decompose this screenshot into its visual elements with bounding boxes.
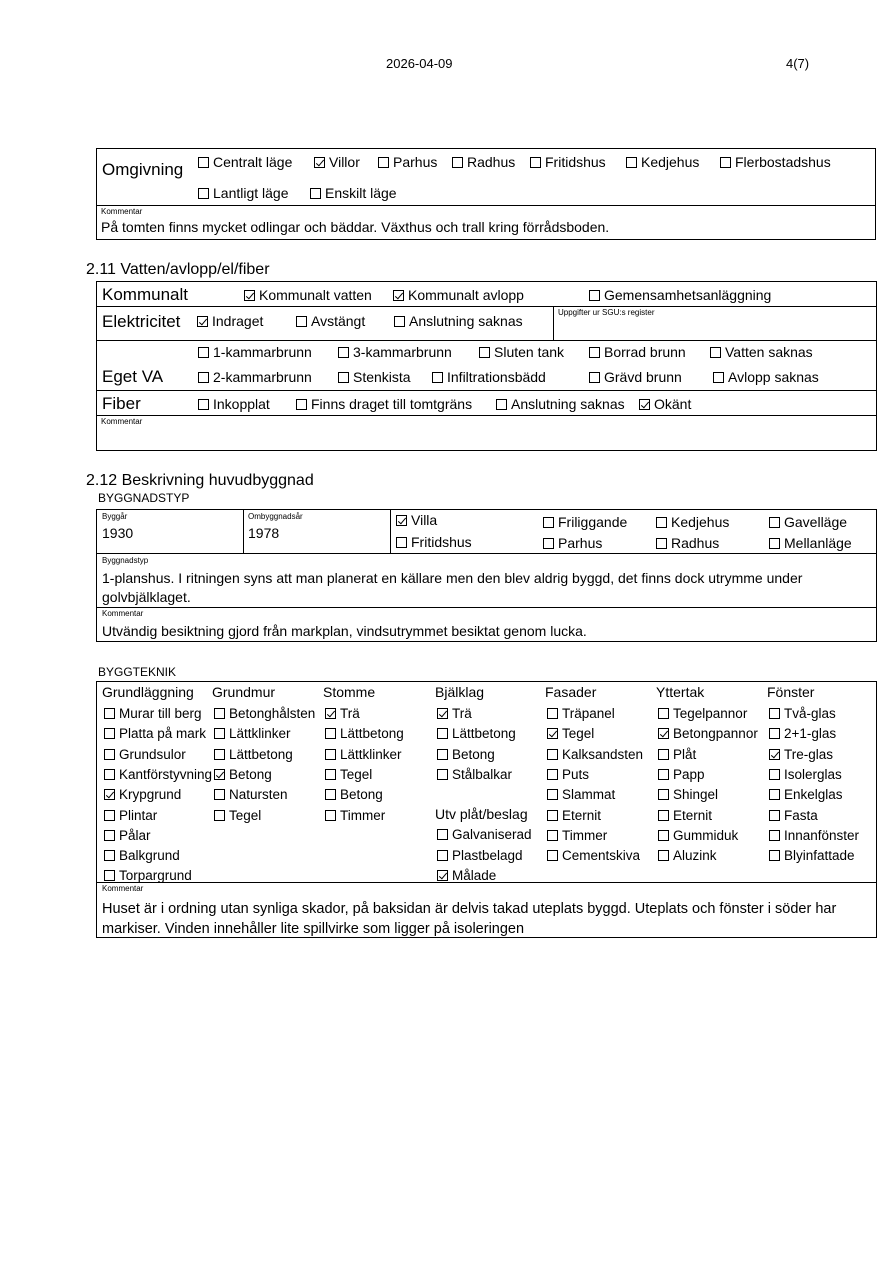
- tech-option[interactable]: Två-glas: [769, 707, 836, 721]
- checkbox[interactable]: [296, 399, 307, 410]
- option-fritidshus[interactable]: Fritidshus: [530, 155, 606, 169]
- byggteknik-comment: Huset är i ordning utan synliga skador, på baksidan är delvis takad uteplats byggd. Uteplats och fönster i söder har markiser. Vinden innehåller lite spillvirke som ligger på isoleringen: [102, 901, 837, 937]
- checkbox[interactable]: [437, 708, 448, 719]
- checkbox[interactable]: [338, 347, 349, 358]
- checkbox[interactable]: [396, 515, 407, 526]
- tech-option[interactable]: Puts: [547, 768, 589, 782]
- tech-option[interactable]: 2+1-glas: [769, 727, 836, 741]
- tech-option[interactable]: Slammat: [547, 788, 615, 802]
- tech-option[interactable]: Betonghålsten: [214, 707, 315, 721]
- omgivning-label: Omgivning: [102, 160, 184, 179]
- tech-option[interactable]: Lättbetong: [214, 748, 293, 762]
- tech-option[interactable]: Enkelglas: [769, 788, 843, 802]
- tech-option[interactable]: Blyinfattade: [769, 849, 855, 863]
- tech-option[interactable]: Lättklinker: [325, 748, 402, 762]
- option-parhus[interactable]: Parhus: [378, 155, 437, 169]
- checkbox[interactable]: [104, 810, 115, 821]
- divider: [96, 306, 877, 307]
- tech-option[interactable]: Krypgrund: [104, 788, 181, 802]
- checkbox[interactable]: [104, 850, 115, 861]
- divider: [96, 607, 877, 608]
- checkbox[interactable]: [244, 290, 255, 301]
- checkbox[interactable]: [437, 749, 448, 760]
- option-indraget[interactable]: Indraget: [197, 314, 263, 328]
- tech-option[interactable]: Betong: [437, 748, 495, 762]
- checkbox[interactable]: [104, 708, 115, 719]
- tech-option[interactable]: Aluzink: [658, 849, 717, 863]
- byggar-value: 1930: [102, 525, 134, 541]
- tech-option[interactable]: Kalksandsten: [547, 748, 643, 762]
- tech-option[interactable]: Träpanel: [547, 707, 615, 721]
- option-gravd-brunn[interactable]: Grävd brunn: [589, 370, 682, 384]
- option-fiber-anslutning-saknas[interactable]: Anslutning saknas: [496, 397, 625, 411]
- option-mellanlage[interactable]: Mellanläge: [769, 536, 852, 550]
- divider: [390, 509, 391, 553]
- tech-option[interactable]: Murar till berg: [104, 707, 202, 721]
- checkbox[interactable]: [547, 728, 558, 739]
- comment-label: Kommentar: [101, 207, 143, 216]
- divider: [243, 509, 244, 553]
- tech-option[interactable]: Stålbalkar: [437, 768, 512, 782]
- divider: [553, 306, 554, 340]
- tech-option[interactable]: Fasta: [769, 809, 818, 823]
- option-anslutning-saknas[interactable]: Anslutning saknas: [394, 314, 523, 328]
- divider: [96, 390, 877, 391]
- checkbox[interactable]: [198, 188, 209, 199]
- option-2-kammarbrunn[interactable]: 2-kammarbrunn: [198, 370, 312, 384]
- option-villa[interactable]: Villa: [396, 513, 437, 527]
- checkbox[interactable]: [310, 188, 321, 199]
- tech-option[interactable]: Balkgrund: [104, 849, 180, 863]
- checkbox[interactable]: [658, 789, 669, 800]
- checkbox[interactable]: [547, 749, 558, 760]
- checkbox[interactable]: [626, 157, 637, 168]
- checkbox[interactable]: [656, 538, 667, 549]
- checkbox[interactable]: [325, 708, 336, 719]
- checkbox[interactable]: [543, 538, 554, 549]
- divider: [96, 553, 877, 554]
- option-kedjehus-type[interactable]: Kedjehus: [656, 515, 729, 529]
- tech-option[interactable]: Trä: [437, 707, 472, 721]
- column-head: Fönster: [767, 684, 815, 700]
- option-vatten-saknas[interactable]: Vatten saknas: [710, 345, 813, 359]
- page-number: 4(7): [786, 56, 810, 71]
- checkbox[interactable]: [639, 399, 650, 410]
- tech-option[interactable]: Lättklinker: [214, 727, 291, 741]
- checkbox[interactable]: [214, 728, 225, 739]
- checkbox[interactable]: [656, 517, 667, 528]
- checkbox[interactable]: [769, 810, 780, 821]
- checkbox[interactable]: [479, 347, 490, 358]
- checkbox[interactable]: [394, 316, 405, 327]
- checkbox[interactable]: [769, 517, 780, 528]
- checkbox[interactable]: [325, 789, 336, 800]
- fiber-label: Fiber: [102, 394, 141, 413]
- comment-label: Kommentar: [102, 884, 144, 893]
- tech-option[interactable]: Cementskiva: [547, 849, 640, 863]
- checkbox[interactable]: [658, 708, 669, 719]
- checkbox[interactable]: [325, 810, 336, 821]
- checkbox[interactable]: [198, 157, 209, 168]
- tech-option[interactable]: Trä: [325, 707, 360, 721]
- option-finns-draget[interactable]: Finns draget till tomtgräns: [296, 397, 472, 411]
- tech-option[interactable]: Torpargrund: [104, 869, 192, 883]
- document-date: 2026-04-09: [386, 56, 453, 71]
- tech-option[interactable]: Plintar: [104, 809, 157, 823]
- byggar-label: Byggår: [102, 512, 128, 521]
- option-fritidshus-type[interactable]: Fritidshus: [396, 535, 472, 549]
- checkbox[interactable]: [432, 372, 443, 383]
- checkbox[interactable]: [769, 850, 780, 861]
- checkbox[interactable]: [769, 728, 780, 739]
- checkbox[interactable]: [437, 829, 448, 840]
- checkbox[interactable]: [547, 769, 558, 780]
- option-okant[interactable]: Okänt: [639, 397, 691, 411]
- checkbox[interactable]: [198, 372, 209, 383]
- checkbox[interactable]: [547, 830, 558, 841]
- option-3-kammarbrunn[interactable]: 3-kammarbrunn: [338, 345, 452, 359]
- option-villor[interactable]: Villor: [314, 155, 360, 169]
- checkbox[interactable]: [589, 372, 600, 383]
- tech-option[interactable]: Timmer: [547, 829, 607, 843]
- tech-option[interactable]: Eternit: [547, 809, 601, 823]
- option-kedjehus[interactable]: Kedjehus: [626, 155, 699, 169]
- tech-option[interactable]: Tegel: [547, 727, 594, 741]
- tech-option[interactable]: Isolerglas: [769, 768, 842, 782]
- checkbox[interactable]: [710, 347, 721, 358]
- checkbox[interactable]: [104, 749, 115, 760]
- checkbox[interactable]: [543, 517, 554, 528]
- tech-option[interactable]: Galvaniserad: [437, 828, 532, 842]
- tech-option[interactable]: Innanfönster: [769, 829, 859, 843]
- checkbox[interactable]: [197, 316, 208, 327]
- checkbox[interactable]: [214, 708, 225, 719]
- tech-option[interactable]: Betongpannor: [658, 727, 758, 741]
- option-centralt-lage[interactable]: Centralt läge: [198, 155, 292, 169]
- checkbox[interactable]: [296, 316, 307, 327]
- checkbox[interactable]: [769, 830, 780, 841]
- checkbox[interactable]: [437, 769, 448, 780]
- tech-option[interactable]: Betong: [325, 788, 383, 802]
- checkbox[interactable]: [658, 728, 669, 739]
- checkbox[interactable]: [437, 870, 448, 881]
- checkbox[interactable]: [198, 399, 209, 410]
- option-stenkista[interactable]: Stenkista: [338, 370, 411, 384]
- tech-option[interactable]: Gummiduk: [658, 829, 738, 843]
- option-friliggande[interactable]: Friliggande: [543, 515, 627, 529]
- checkbox[interactable]: [437, 850, 448, 861]
- checkbox[interactable]: [314, 157, 325, 168]
- checkbox[interactable]: [769, 708, 780, 719]
- checkbox[interactable]: [769, 769, 780, 780]
- option-1-kammarbrunn[interactable]: 1-kammarbrunn: [198, 345, 312, 359]
- checkbox[interactable]: [338, 372, 349, 383]
- tech-option[interactable]: Lättbetong: [437, 727, 516, 741]
- checkbox[interactable]: [214, 810, 225, 821]
- option-sluten-tank[interactable]: Sluten tank: [479, 345, 564, 359]
- checkbox[interactable]: [720, 157, 731, 168]
- checkbox[interactable]: [547, 708, 558, 719]
- checkbox[interactable]: [769, 538, 780, 549]
- option-infiltrationsbadd[interactable]: Infiltrationsbädd: [432, 370, 546, 384]
- option-radhus[interactable]: Radhus: [452, 155, 515, 169]
- column-head: Yttertak: [656, 684, 705, 700]
- tech-option[interactable]: Betong: [214, 768, 272, 782]
- sgu-label: Uppgifter ur SGU:s register: [558, 308, 655, 317]
- column-head: Bjälklag: [435, 684, 485, 700]
- tech-option[interactable]: Kantförstyvning: [104, 768, 212, 782]
- checkbox[interactable]: [452, 157, 463, 168]
- ombyggnad-value: 1978: [248, 525, 280, 541]
- option-kommunalt-avlopp[interactable]: Kommunalt avlopp: [393, 288, 524, 302]
- checkbox[interactable]: [658, 850, 669, 861]
- omgivning-comment: På tomten finns mycket odlingar och bäddar. Växthus och trall kring förrådsboden.: [101, 219, 610, 235]
- checkbox[interactable]: [589, 347, 600, 358]
- option-avlopp-saknas[interactable]: Avlopp saknas: [713, 370, 819, 384]
- checkbox[interactable]: [658, 810, 669, 821]
- eget-va-label: Eget VA: [102, 367, 164, 386]
- option-borrad-brunn[interactable]: Borrad brunn: [589, 345, 686, 359]
- column-head: Fasader: [545, 684, 597, 700]
- tech-option[interactable]: Papp: [658, 768, 705, 782]
- tech-option[interactable]: Tegel: [214, 809, 261, 823]
- byggteknik-title: BYGGTEKNIK: [98, 665, 177, 679]
- building-comment: Utvändig besiktning gjord från markplan, vindsutrymmet besiktat genom lucka.: [102, 623, 587, 639]
- section-title-2-11: 2.11 Vatten/avlopp/el/fiber: [86, 261, 270, 278]
- option-radhus-type[interactable]: Radhus: [656, 536, 719, 550]
- tech-option[interactable]: Plåt: [658, 748, 696, 762]
- tech-option[interactable]: Pålar: [104, 829, 151, 843]
- tech-option[interactable]: Grundsulor: [104, 748, 186, 762]
- checkbox[interactable]: [214, 769, 225, 780]
- option-kommunalt-vatten[interactable]: Kommunalt vatten: [244, 288, 372, 302]
- checkbox[interactable]: [214, 749, 225, 760]
- checkbox[interactable]: [393, 290, 404, 301]
- option-avstangt[interactable]: Avstängt: [296, 314, 365, 328]
- tech-option[interactable]: Shingel: [658, 788, 718, 802]
- checkbox[interactable]: [547, 850, 558, 861]
- checkbox[interactable]: [325, 728, 336, 739]
- checkbox[interactable]: [658, 749, 669, 760]
- checkbox[interactable]: [104, 769, 115, 780]
- checkbox[interactable]: [496, 399, 507, 410]
- byggnadstyp-subtitle: BYGGNADSTYP: [98, 491, 190, 505]
- option-flerbostadshus[interactable]: Flerbostadshus: [720, 155, 831, 169]
- checkbox[interactable]: [547, 810, 558, 821]
- checkbox[interactable]: [104, 830, 115, 841]
- comment-label: Kommentar: [102, 609, 144, 618]
- tech-option[interactable]: Lättbetong: [325, 727, 404, 741]
- option-gavellage[interactable]: Gavelläge: [769, 515, 847, 529]
- checkbox[interactable]: [589, 290, 600, 301]
- elektricitet-label: Elektricitet: [102, 312, 181, 331]
- checkbox[interactable]: [198, 347, 209, 358]
- tech-option[interactable]: Tegel: [325, 768, 372, 782]
- checkbox[interactable]: [769, 749, 780, 760]
- checkbox[interactable]: [214, 789, 225, 800]
- checkbox[interactable]: [104, 789, 115, 800]
- checkbox[interactable]: [658, 830, 669, 841]
- byggnadstyp-text: 1-planshus. I ritningen syns att man planerat en källare men den blev aldrig byggd, det finns dock utrymme under golvbjälklaget.: [102, 570, 803, 605]
- checkbox[interactable]: [325, 769, 336, 780]
- checkbox[interactable]: [396, 537, 407, 548]
- checkbox[interactable]: [658, 769, 669, 780]
- tech-option[interactable]: Eternit: [658, 809, 712, 823]
- tech-option[interactable]: Timmer: [325, 809, 385, 823]
- checkbox[interactable]: [437, 728, 448, 739]
- checkbox[interactable]: [325, 749, 336, 760]
- tech-option[interactable]: Målade: [437, 869, 496, 883]
- option-enskilt-lage[interactable]: Enskilt läge: [310, 186, 397, 200]
- divider: [96, 205, 876, 206]
- checkbox[interactable]: [769, 789, 780, 800]
- column-head: Grundmur: [212, 684, 276, 700]
- divider: [96, 415, 877, 416]
- checkbox[interactable]: [104, 870, 115, 881]
- checkbox[interactable]: [530, 157, 541, 168]
- checkbox[interactable]: [547, 789, 558, 800]
- tech-option[interactable]: Plastbelagd: [437, 849, 523, 863]
- option-gemensamhetsanlaggning[interactable]: Gemensamhetsanläggning: [589, 288, 771, 302]
- checkbox[interactable]: [378, 157, 389, 168]
- tech-option[interactable]: Tre-glas: [769, 748, 833, 762]
- option-lantligt-lage[interactable]: Lantligt läge: [198, 186, 289, 200]
- checkbox[interactable]: [104, 728, 115, 739]
- option-inkopplat[interactable]: Inkopplat: [198, 397, 270, 411]
- tech-option[interactable]: Platta på mark: [104, 727, 206, 741]
- section-title-2-12: 2.12 Beskrivning huvudbyggnad: [86, 472, 314, 489]
- column-head: Stomme: [323, 684, 376, 700]
- comment-label: Kommentar: [101, 417, 143, 426]
- column-subhead: Utv plåt/beslag: [435, 806, 528, 822]
- option-parhus-type[interactable]: Parhus: [543, 536, 602, 550]
- byggnadstyp-label: Byggnadstyp: [102, 556, 149, 565]
- column-head: Grundläggning: [102, 684, 194, 700]
- ombyggnad-label: Ombyggnadsår: [248, 512, 303, 521]
- tech-option[interactable]: Tegelpannor: [658, 707, 747, 721]
- divider: [96, 340, 877, 341]
- checkbox[interactable]: [713, 372, 724, 383]
- tech-option[interactable]: Natursten: [214, 788, 288, 802]
- kommunalt-label: Kommunalt: [102, 285, 188, 304]
